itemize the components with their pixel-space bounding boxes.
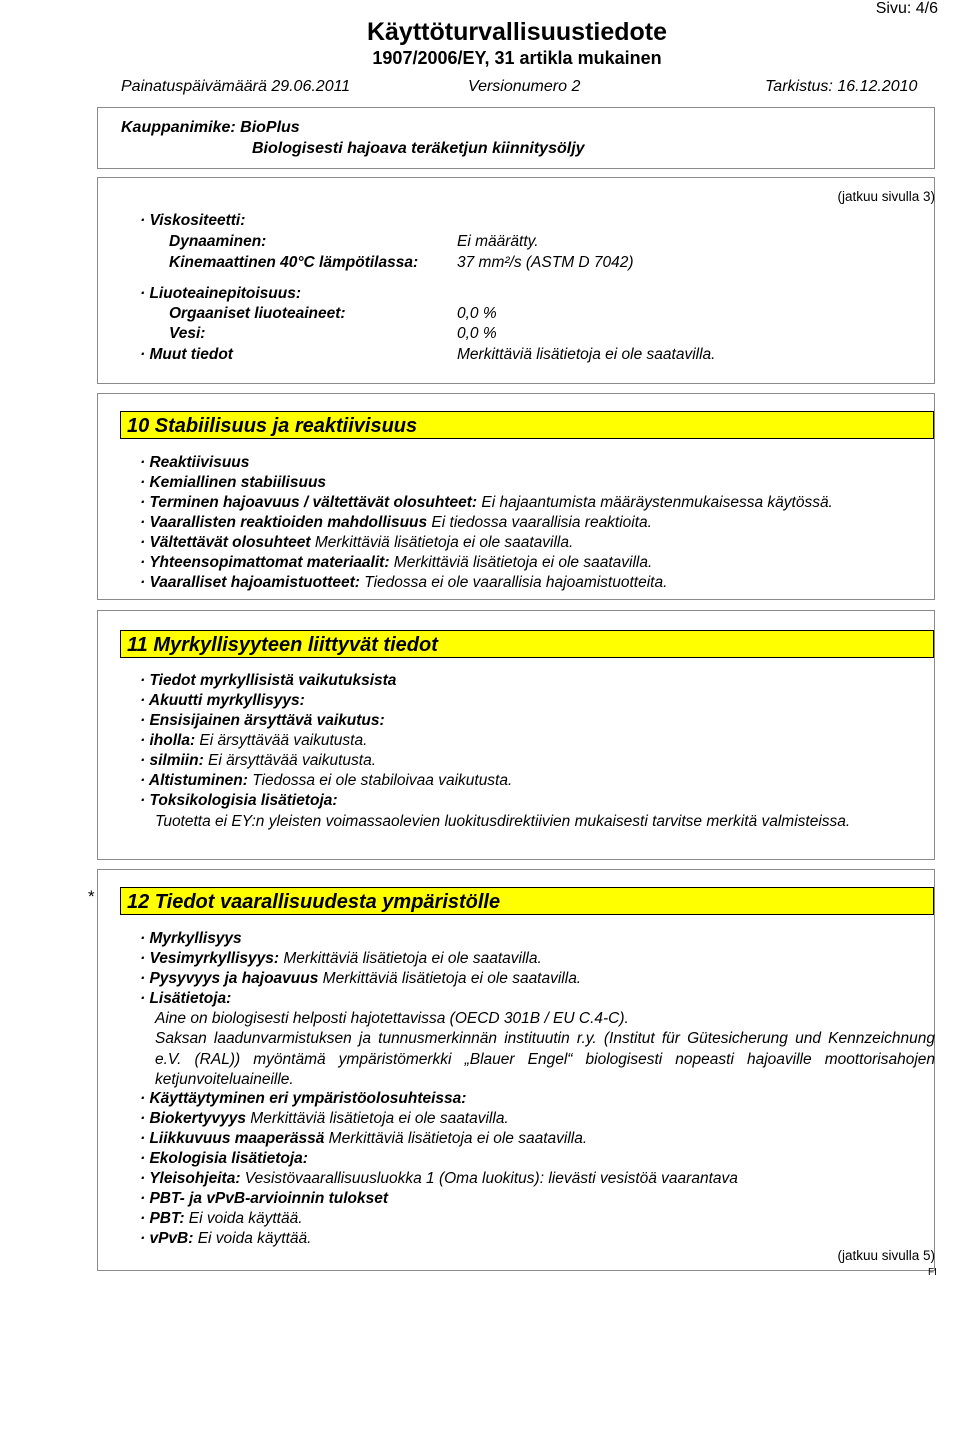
- version-number: Versionumero 2: [468, 78, 581, 95]
- reactivity-label: · Reaktiivisuus: [140, 454, 250, 471]
- decomposition-products-value: Tiedossa ei ole vaarallisia hajoamistuotteita.: [359, 574, 668, 591]
- eyes-value: Ei ärsyttävää vaikutusta.: [203, 752, 377, 769]
- incompatible-label: · Yhteensopimattomat materiaalit:: [140, 554, 390, 571]
- kinematic-label: Kinemaattinen 40°C lämpötilassa:: [169, 254, 419, 271]
- document-title: Käyttöturvallisuustiedote: [366, 18, 668, 46]
- skin-value: Ei ärsyttävää vaikutusta.: [195, 732, 368, 749]
- dynamic-label: Dynaaminen:: [169, 233, 267, 250]
- organic-value: 0,0 %: [457, 305, 497, 322]
- hazardous-reactions-label: · Vaarallisten reaktioiden mahdollisuus: [140, 514, 428, 531]
- other-info-value: Merkittäviä lisätietoja ei ole saatavilla.: [457, 346, 716, 363]
- avoid-conditions-line: [140, 534, 573, 552]
- pbt-results-label: · PBT- ja vPvB-arvioinnin tulokset: [140, 1190, 389, 1207]
- product-box: [97, 107, 935, 169]
- kinematic-value: 37 mm²/s (ASTM D 7042): [457, 254, 634, 271]
- exposure-label: · Altistuminen:: [140, 772, 248, 789]
- bioaccumulation-line: [140, 1110, 509, 1128]
- decomposition-products-label: · Vaaralliset hajoamistuotteet:: [140, 574, 360, 591]
- bioaccumulation-label: · Biokertyvyys: [140, 1110, 246, 1127]
- continued-from: (jatkuu sivulla 3): [837, 189, 935, 204]
- hazardous-reactions-line: [140, 514, 652, 532]
- eco-label-text: Saksan laadunvarmistuksen ja tunnusmerkinnän instituutin r.y. (Institut für Gütesicherung und Kennzeichnung e.V. (RAL)) myöntämä ympäristömerkki „Blauer Engel“ biologisesti nopeasti hajoaville moottorisahojen ketjunvoiteluaineille.: [155, 1030, 935, 1088]
- section-10-heading: 10 Stabiilisuus ja reaktiivisuus: [120, 411, 934, 439]
- pbt-line: [140, 1210, 303, 1228]
- primary-irritant-label: · Ensisijainen ärsyttävä vaikutus:: [140, 712, 385, 729]
- page-number: Sivu: 4/6: [875, 0, 938, 17]
- toxicity-label: · Myrkyllisyys: [140, 930, 242, 947]
- general-notes-line: [140, 1170, 738, 1188]
- vpvb-label: · vPvB:: [140, 1230, 194, 1247]
- biodegradability-text: Aine on biologisesti helposti hajotettavissa (OECD 301B / EU C.4-C).: [155, 1010, 629, 1027]
- skin-line: [140, 732, 367, 750]
- document-subtitle: 1907/2006/EY, 31 artikla mukainen: [372, 48, 662, 68]
- aquatic-toxicity-label: · Vesimyrkyllisyys:: [140, 950, 280, 967]
- decomposition-products-line: [140, 574, 667, 592]
- exposure-value: Tiedossa ei ole stabiloivaa vaikutusta.: [247, 772, 513, 789]
- section-11-heading: 11 Myrkyllisyyteen liittyvät tiedot: [120, 630, 934, 658]
- water-value: 0,0 %: [457, 325, 497, 342]
- soil-mobility-line: [140, 1130, 587, 1148]
- avoid-conditions-value: Merkittäviä lisätietoja ei ole saatavilla.: [310, 534, 574, 551]
- dynamic-value: Ei määrätty.: [457, 233, 539, 250]
- decomposition-value: Ei hajaantumista määräystenmukaisessa käytössä.: [477, 494, 833, 511]
- vpvb-line: [140, 1230, 311, 1248]
- section-12-heading: 12 Tiedot vaarallisuudesta ympäristölle: [120, 887, 934, 915]
- skin-label: · iholla:: [140, 732, 196, 749]
- aquatic-toxicity-line: [140, 950, 542, 968]
- decomposition-line: [140, 494, 833, 512]
- viscosity-label: · Viskositeetti:: [140, 212, 246, 229]
- water-label: Vesi:: [169, 325, 206, 342]
- pbt-label: · PBT:: [140, 1210, 185, 1227]
- solvent-label: · Liuoteainepitoisuus:: [140, 285, 302, 302]
- vpvb-value: Ei voida käyttää.: [193, 1230, 312, 1247]
- exposure-line: [140, 772, 512, 790]
- toxic-effects-label: · Tiedot myrkyllisistä vaikutuksista: [140, 672, 397, 689]
- continued-on: (jatkuu sivulla 5): [837, 1248, 935, 1263]
- persistence-line: [140, 970, 581, 988]
- acute-toxicity-label: · Akuutti myrkyllisyys:: [140, 692, 305, 709]
- general-notes-value: Vesistövaarallisuusluokka 1 (Oma luokitus): lievästi vesistöä vaarantava: [240, 1170, 738, 1187]
- soil-mobility-label: · Liikkuvuus maaperässä: [140, 1130, 325, 1147]
- toxicology-text: Tuotetta ei EY:n yleisten voimassaolevien luokitusdirektiivien mukaisesti tarvitse merkitä valmisteissa.: [155, 813, 851, 830]
- general-notes-label: · Yleisohjeita:: [140, 1170, 241, 1187]
- aquatic-toxicity-value: Merkittäviä lisätietoja ei ole saatavilla.: [279, 950, 542, 967]
- other-info-label: · Muut tiedot: [140, 346, 233, 363]
- bioaccumulation-value: Merkittäviä lisätietoja ei ole saatavilla.: [245, 1110, 509, 1127]
- persistence-value: Merkittäviä lisätietoja ei ole saatavilla.: [318, 970, 582, 987]
- ecological-info-label: · Ekologisia lisätietoja:: [140, 1150, 308, 1167]
- persistence-label: · Pysyvyys ja hajoavuus: [140, 970, 319, 987]
- revision-date: Tarkistus: 16.12.2010: [765, 78, 918, 95]
- stability-label: · Kemiallinen stabiilisuus: [140, 474, 327, 491]
- toxicology-label: · Toksikologisia lisätietoja:: [140, 792, 338, 809]
- pbt-value: Ei voida käyttää.: [184, 1210, 303, 1227]
- eyes-label: · silmiin:: [140, 752, 204, 769]
- additional-info-label: · Lisätietoja:: [140, 990, 232, 1007]
- organic-label: Orgaaniset liuoteaineet:: [169, 305, 346, 322]
- avoid-conditions-label: · Vältettävät olosuhteet: [140, 534, 311, 551]
- decomposition-label: · Terminen hajoavuus / vältettävät olosuhteet:: [140, 494, 478, 511]
- product-description: Biologisesti hajoava teräketjun kiinnitysöljy: [252, 140, 585, 157]
- environment-behaviour-label: · Käyttäytyminen eri ympäristöolosuhteissa:: [140, 1090, 467, 1107]
- language-code: FI: [928, 1267, 937, 1278]
- print-date: Painatuspäivämäärä 29.06.2011: [121, 78, 351, 95]
- incompatible-line: [140, 554, 652, 572]
- soil-mobility-value: Merkittäviä lisätietoja ei ole saatavilla.: [324, 1130, 588, 1147]
- eyes-line: [140, 752, 376, 770]
- trade-name: Kauppanimike: BioPlus: [121, 119, 300, 136]
- hazardous-reactions-value: Ei tiedossa vaarallisia reaktioita.: [427, 514, 652, 531]
- incompatible-value: Merkittäviä lisätietoja ei ole saatavilla.: [389, 554, 653, 571]
- change-marker: *: [88, 887, 95, 906]
